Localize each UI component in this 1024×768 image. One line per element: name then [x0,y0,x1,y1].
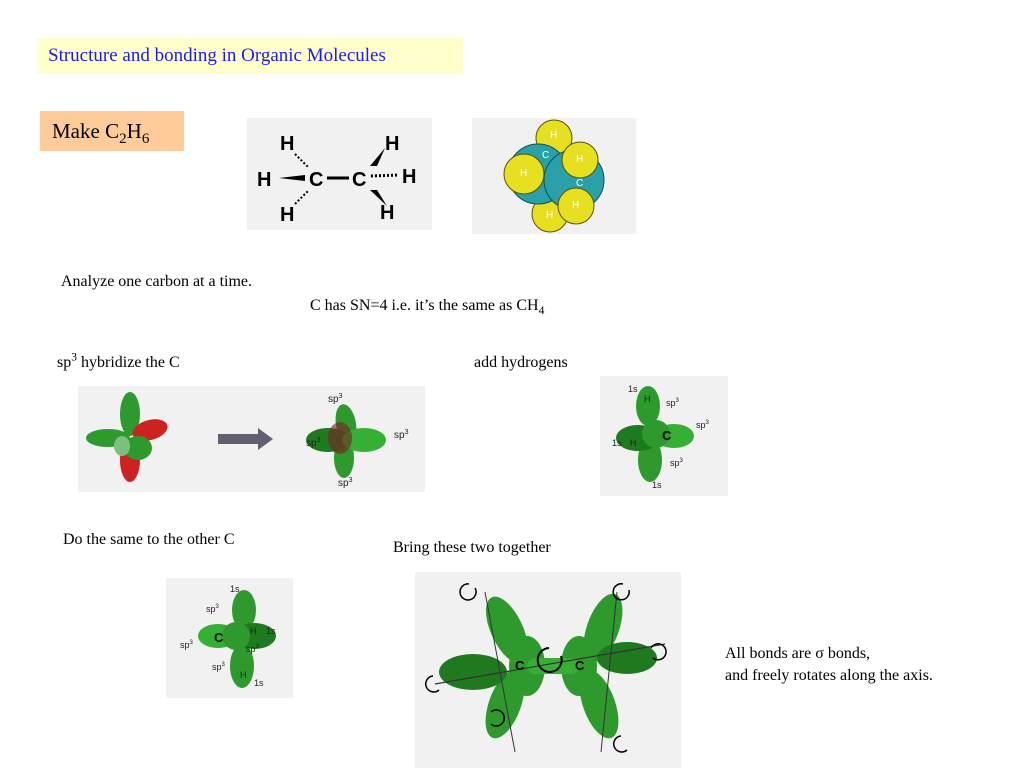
atom-h: H [257,169,272,191]
do-same-text: Do the same to the other C [63,531,235,548]
atom-h: H [280,204,295,226]
make-c2h6-label [40,111,184,151]
atom-h: H [280,133,295,155]
orbital-label-c: C [515,658,525,673]
orbital-label-sup: 3 [221,662,225,668]
orbital-label-sup: 3 [705,420,709,426]
orbital-label-sup: 3 [316,437,321,444]
page-title [37,38,463,74]
orbital-label-h: H [644,394,651,404]
orbital-label-1s: 1s [652,480,662,490]
atom-c: C [352,169,367,191]
orbital-label-sup: 3 [679,458,683,464]
sp3-text-suffix: hybridize the C [77,354,180,371]
orbital-label-h: H [630,438,637,448]
sn-text-sub: 4 [538,305,545,318]
atom-h: H [402,166,417,188]
orbital-label-sp: sp [328,394,339,405]
orbital-label-sup: 3 [404,429,409,436]
make-label-prefix: Make C [52,119,120,143]
sp3-text-prefix: sp [57,354,72,371]
svg-text:sp3 [670,458,684,468]
svg-text:sp3 [328,393,343,405]
atom-h: H [572,200,580,211]
ethane-structure-svg [247,118,432,230]
ethane-structural-formula [247,118,432,230]
sp3-hybridization-diagram [78,386,425,492]
atom-c: C [309,169,324,191]
orbital-label-c: C [575,658,585,673]
orbital-label-sup: 3 [215,604,219,610]
bonds-text-prefix: All bonds are [725,645,816,662]
svg-text:sp3 [696,420,710,430]
orbital-label-sup: 3 [189,640,193,646]
mirrored-carbon-diagram [166,578,293,698]
orbital-label-1s: 1s [254,678,264,688]
mirrored-carbon-svg [166,578,293,698]
sp3-hybridize-text [57,353,180,373]
add-hydrogens-svg [600,376,728,496]
orbital-label-1s: 1s [628,384,638,394]
svg-text:sp3 [394,429,409,441]
orbital-label-sp: sp [666,398,676,408]
orbital-label-sp: sp [206,604,216,614]
bonds-text-line1 [725,644,870,664]
orbital-label-1s: 1s [230,584,240,594]
sn-text-prefix: C has SN=4 i.e. it’s the same as CH [310,297,539,314]
svg-text:sp3 [212,662,226,672]
orbital-label-sup: 3 [348,477,353,484]
svg-text:sp3 [246,644,260,654]
make-label-sub2: 6 [141,131,150,148]
orbital-label-c: C [214,630,224,645]
orbital-label-1s: 1s [612,438,622,448]
atom-h: H [385,133,400,155]
page-title-text: Structure and bonding in Organic Molecules [48,45,386,66]
orbital-label-h: H [240,670,247,680]
add-hydrogens-text: add hydrogens [474,354,568,371]
make-label-mid: H [126,119,142,143]
sigma-symbol: σ [815,645,824,662]
make-label-sub1: 2 [119,131,127,148]
orbital-label-sp: sp [394,430,405,441]
svg-text:sp3 [338,477,353,489]
ethane-orbital-model [415,572,681,768]
orbital-label-c: C [662,428,672,443]
ethane-orbital-svg [415,572,681,768]
orbital-label-sp: sp [696,420,706,430]
orbital-label-sup: 3 [338,393,343,400]
add-hydrogens-diagram [600,376,728,496]
orbital-label-sup: 3 [255,644,259,650]
bonds-text-suffix: bonds, [823,645,871,662]
analyze-text: Analyze one carbon at a time. [61,273,253,290]
sp3-text-sup: 3 [71,351,77,364]
atom-c: C [576,178,584,189]
bring-together-text: Bring these two together [393,539,551,556]
orbital-label-sp: sp [338,478,349,489]
bonds-text-line2: and freely rotates along the axis. [725,667,933,684]
atom-c: C [542,150,550,161]
space-filling-svg [472,118,636,234]
svg-text:sp3 [666,398,680,408]
svg-text:sp3 [180,640,194,650]
orbital-label-sp: sp [212,662,222,672]
atom-h: H [380,202,395,224]
atom-h: H [576,154,584,165]
sn-text [310,296,544,316]
atom-h: H [520,168,528,179]
atom-h: H [550,130,558,141]
svg-text:sp3 [206,604,220,614]
orbital-label-sp: sp [180,640,190,650]
orbital-label-h: H [250,626,257,636]
orbital-label-1s: 1s [266,626,276,636]
ethane-space-filling-model [472,118,636,234]
atom-h: H [546,210,554,221]
orbital-label-sp: sp [306,438,317,449]
sp3-hybridization-svg [78,386,425,492]
orbital-label-sp: sp [670,458,680,468]
orbital-label-sup: 3 [675,398,679,404]
orbital-label-sp: sp [246,644,256,654]
